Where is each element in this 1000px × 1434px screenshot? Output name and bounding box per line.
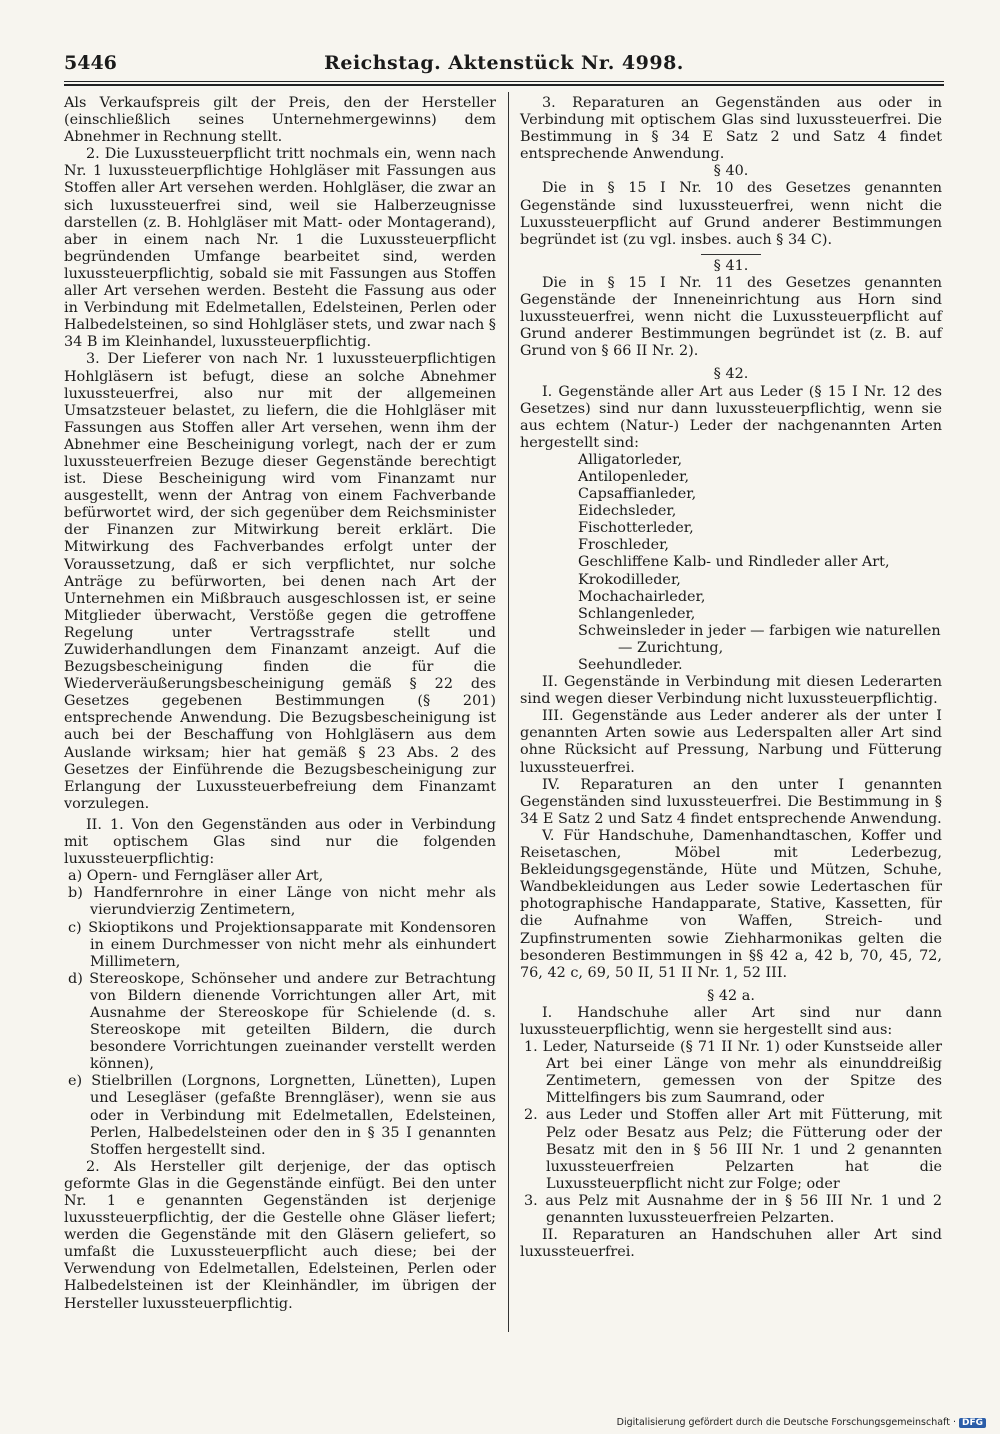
paragraph: Die in § 15 I Nr. 11 des Gesetzes genannten Gegenstände der Inneneinrichtung aus Horn sind luxussteuerfrei, wenn nicht die Luxussteuerpflicht auf Grund anderer Bestimmungen begründet ist (z. B. auf Grund von § 66 II Nr. 2). [520,274,942,360]
dfg-logo: DFG [959,1418,986,1428]
paragraph: 3. Reparaturen an Gegenständen aus oder in Verbindung mit optischem Glas sind luxussteuerfrei. Die Bestimmung in § 34 E Satz 2 und Satz 4 findet entsprechende Anwendung. [520,95,942,163]
list-item: c) Skioptikons und Projektionsapparate mit Kondensoren in einem Durchmesser von nicht mehr als einhundert Millimetern, [68,919,496,970]
list-item: — Zurichtung, [618,639,724,656]
header-rule-double [64,84,944,86]
section-heading: § 42 a. [707,987,755,1004]
page-number: 5446 [64,52,117,74]
list-item: Capsaffianleder, [578,486,697,503]
paragraph: II. Gegenstände in Verbindung mit diesen Lederarten sind wegen dieser Verbindung nicht luxussteuerpflichtig. [520,674,942,708]
list-item: Krokodilleder, [578,571,681,588]
list-item: 2. aus Leder und Stoffen aller Art mit Fütterung, mit Pelz oder Besatz aus Pelz; die Fütterung oder der Besatz mit den in § 56 III Nr. 1 und 2 genannten luxussteuerfreien Pelzarten hat die Luxussteuerpflicht nicht zur Folge; oder [524,1107,942,1192]
list-item: Mochachairleder, [578,588,706,605]
list-item: d) Stereoskope, Schönseher und andere zur Betrachtung von Bildern dienende Vorrichtungen aller Art, mit Ausnahme der Stereoskope für Schielende (d. s. Stereoskope mit geteilten Bildern, die durch besondere Vorrichtungen zueinander verstellt werden können), [68,970,496,1073]
list-item: Antilopenleder, [578,468,690,485]
leather-list [520,452,942,674]
paragraph: 3. Der Lieferer von nach Nr. 1 luxussteuerpflichtigen Hohlgläsern ist befugt, diese an solche Abnehmer luxussteuerfrei, also nur mit der allgemeinen Umsatzsteuer belastet, zu liefern, die die Hohlgläser mit Fassungen aus Stoffen aller Art versehen, wenn ihm der Abnehmer eine Bescheinigung vorlegt, nach der er zum luxussteuerfreien Bezuge dieser Gegenstände berechtigt ist. Diese Bescheinigung wird vom Finanzamt nur ausgestellt, wenn der Antrag von einem Fachverbande befürwortet wird, der sich gegenüber dem Reichsminister der Finanzen zur Mitwirkung bereit erklärt. Die Mitwirkung des Fachverbandes erfolgt unter der Voraussetzung, daß er sich verpflichtet, nur solche Anträge zu befürworten, bei denen nach Art der Unternehmen ein Mißbrauch ausgeschlossen ist, er seine Mitglieder überwacht, Verstöße gegen die getroffene Regelung unter Vertragsstrafe stellt und Zuwiderhandlungen dem Finanzamt anzeigt. Auf die Bezugsbescheinigung finden die für die Wiederveräußerungsbescheinigung gemäß § 22 des Gesetzes gegebenen Bestimmungen (§ 201) entsprechende Anwendung. Die Bezugsbescheinigung ist auch bei der Beschaffung von Hohlgläsern aus dem Auslande wirksam; hier hat gemäß § 23 Abs. 2 des Gesetzes der Einführende die Bezugsbescheinigung zur Erlangung der Luxussteuerbefreiung dem Finanzamt vorzulegen. [64,351,496,812]
list-item: Alligatorleder, [578,451,683,468]
paragraph: II. 1. Von den Gegenständen aus oder in Verbindung mit optischem Glas sind nur die folgenden luxussteuerpflichtig: [64,816,496,868]
list-item: a) Opern- und Ferngläser aller Art, [68,868,324,885]
paragraph: Als Verkaufspreis gilt der Preis, den der Hersteller (einschließlich seines Unternehmergewinns) dem Abnehmer in Rechnung stellt. [64,95,496,146]
section-heading: § 42. [713,366,749,383]
paragraph: V. Für Handschuhe, Damenhandtaschen, Koffer und Reisetaschen, Möbel mit Lederbezug, Bekleidungsgegenstände, Hüte und Mützen, Schuhe, Wandbekleidungen aus Leder sowie Ledertaschen für photographische Handapparate, Stative, Kassetten, für die Aufnahme von Waffen, Streich- und Zupfinstrumenten sowie Ziehharmonikas gelten die besonderen Bestimmungen in §§ 42 a, 42 b, 70, 45, 72, 76, 42 c, 69, 50 II, 51 II Nr. 1, 52 III. [520,827,942,981]
running-title: Reichstag. Aktenstück Nr. 4998. [324,52,684,74]
list-item: b) Handfernrohre in einer Länge von nicht mehr als vierundvierzig Zentimetern, [68,885,496,919]
section-heading: § 40. [713,163,749,180]
list-item: 3. aus Pelz mit Ausnahme der in § 56 III Nr. 1 und 2 genannten luxussteuerfreien Pelzarten. [524,1192,942,1226]
list-item: Schweinsleder in jeder — farbigen wie naturellen [578,622,941,639]
list-item: Froschleder, [578,537,669,554]
left-column [64,95,496,1313]
paragraph: I. Gegenstände aller Art aus Leder (§ 15 I Nr. 12 des Gesetzes) sind nur dann luxussteuerpflichtig, wenn sie aus echtem (Natur-) Leder der nachgenannten Arten hergestellt sind: [520,383,942,451]
list-item: Geschliffene Kalb- und Rindleder aller Art, [578,554,890,571]
list-item: Seehundleder. [578,657,683,673]
section-heading: § 41. [713,257,749,274]
page-header [64,52,944,78]
paragraph: III. Gegenstände aus Leder anderer als der unter I genannten Arten sowie aus Lederspalten aller Art sind ohne Rücksicht auf Pressung, Narbung und Fütterung luxussteuerfrei. [520,708,942,776]
list-item: 1. Leder, Naturseide (§ 71 II Nr. 1) oder Kunstseide aller Art bei einer Länge von mehr als einunddreißig Zentimetern, gemessen von der Spitze des Mittelfingers bis zum Saumrand, oder [524,1039,942,1107]
list-item: Schlangenleder, [578,605,696,622]
paragraph: Die in § 15 I Nr. 10 des Gesetzes genannten Gegenstände sind luxussteuerfrei, wenn nicht die Luxussteuerpflicht auf Grund anderer Bestimmungen begründet ist (zu vgl. insbes. auch § 34 C). [520,180,942,248]
section-separator [701,254,761,255]
column-divider [508,92,509,1332]
paragraph: 2. Als Hersteller gilt derjenige, der das optisch geformte Glas in die Gegenstände einfügt. Bei den unter Nr. 1 e genannten Gegenständen ist derjenige luxussteuerpflichtig, der die Gestelle ohne Gläser liefert; werden die Gegenstände mit den Gläsern geliefert, so umfaßt die Luxussteuerpflicht auch diese; bei der Verwendung von Edelmetallen, Edelsteinen, Perlen oder Halbedelsteinen ist der Kleinhändler, im übrigen der Hersteller luxussteuerpflichtig. [64,1158,496,1312]
digitization-credit: Digitalisierung gefördert durch die Deutsche Forschungsgemeinschaft · DFG [617,1417,986,1428]
right-column [520,95,942,1261]
header-rule [64,81,944,82]
list-item: e) Stielbrillen (Lorgnons, Lorgnetten, Lünetten), Lupen und Lesegläser (gefaßte Brenngläser), wenn sie aus oder in Verbindung mit Edelmetallen, Edelsteinen, Perlen, Halbedelsteinen oder den in § 35 I genannten Stoffen hergestellt sind. [68,1073,496,1158]
credit-text: Digitalisierung gefördert durch die Deutsche Forschungsgemeinschaft [616,1417,950,1428]
list-item: Fischotterleder, [578,520,694,537]
paragraph: 2. Die Luxussteuerpflicht tritt nochmals ein, wenn nach Nr. 1 luxussteuerpflichtige Hohlgläser mit Fassungen aus Stoffen aller Art versehen werden. Hohlgläser, die zwar an sich luxussteuerfrei sind, weil sie Halberzeugnisse darstellen (z. B. Hohlgläser mit Matt- oder Montagerand), aber in einem nach Nr. 1 die Luxussteuerpflicht begründenden Umfange bearbeitet sind, werden luxussteuerpflichtig, sobald sie mit Fassungen aus Stoffen aller Art versehen werden. Besteht die Fassung aus oder in Verbindung mit Edelmetallen, Edelsteinen, Perlen oder Halbedelsteinen, so sind Hohlgläser stets, und zwar nach § 34 B im Kleinhandel, luxussteuerpflichtig. [64,146,496,351]
paragraph: II. Reparaturen an Handschuhen aller Art sind luxussteuerfrei. [520,1227,942,1261]
list-item: Eidechsleder, [578,503,677,520]
paragraph: IV. Reparaturen an den unter I genannten Gegenständen sind luxussteuerfrei. Die Bestimmung in § 34 E Satz 2 und Satz 4 findet entsprechende Anwendung. [520,776,942,827]
paragraph: I. Handschuhe aller Art sind nur dann luxussteuerpflichtig, wenn sie hergestellt sind aus: [520,1004,942,1038]
